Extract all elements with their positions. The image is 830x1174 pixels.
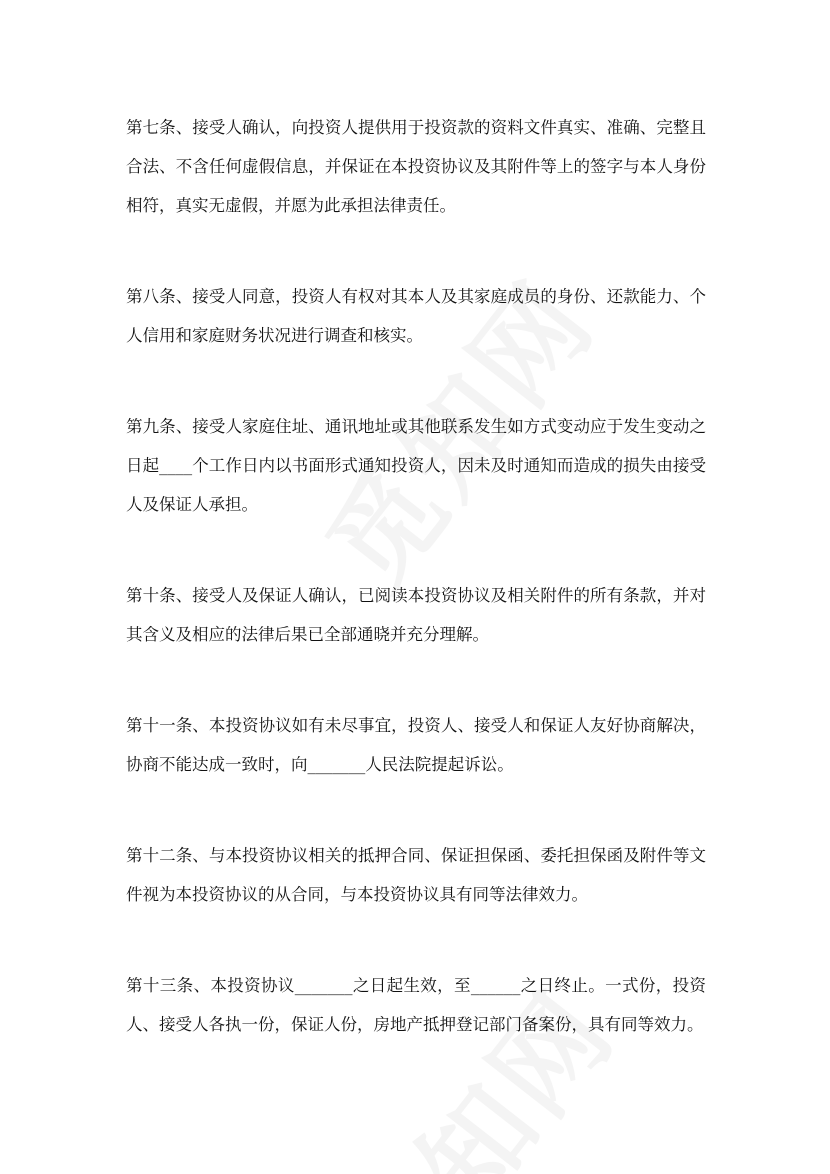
clause-8: 第八条、接受人同意，投资人有权对其本人及其家庭成员的身份、还款能力、个人信用和家庭财务状况进行调查和核实。 <box>126 287 706 345</box>
clause-12: 第十二条、与本投资协议相关的抵押合同、保证担保函、委托担保函及附件等文件视为本投资协议的从合同，与本投资协议具有同等法律效力。 <box>126 846 706 904</box>
clause-13: 第十三条、本投资协议_______之日起生效，至______之日终止。一式份，投资人、接受人各执一份，保证人份，房地产抵押登记部门备案份，具有同等效力。 <box>126 976 706 1034</box>
clause-7: 第七条、接受人确认，向投资人提供用于投资款的资料文件真实、准确、完整且合法、不含任何虚假信息，并保证在本投资协议及其附件等上的签字与本人身份相符，真实无虚假，并愿为此承担法律责任。 <box>126 118 706 215</box>
clause-10: 第十条、接受人及保证人确认，已阅读本投资协议及相关附件的所有条款，并对其含义及相应的法律后果已全部通晓并充分理解。 <box>126 586 706 644</box>
document-body <box>126 108 706 1096</box>
clause-9: 第九条、接受人家庭住址、通讯地址或其他联系发生如方式变动应于发生变动之日起____个工作日内以书面形式通知投资人，因未及时通知而造成的损失由接受人及保证人承担。 <box>126 417 706 514</box>
clause-11: 第十一条、本投资协议如有未尽事宜，投资人、接受人和保证人友好协商解决，协商不能达成一致时，向_______人民法院提起诉讼。 <box>126 716 706 774</box>
